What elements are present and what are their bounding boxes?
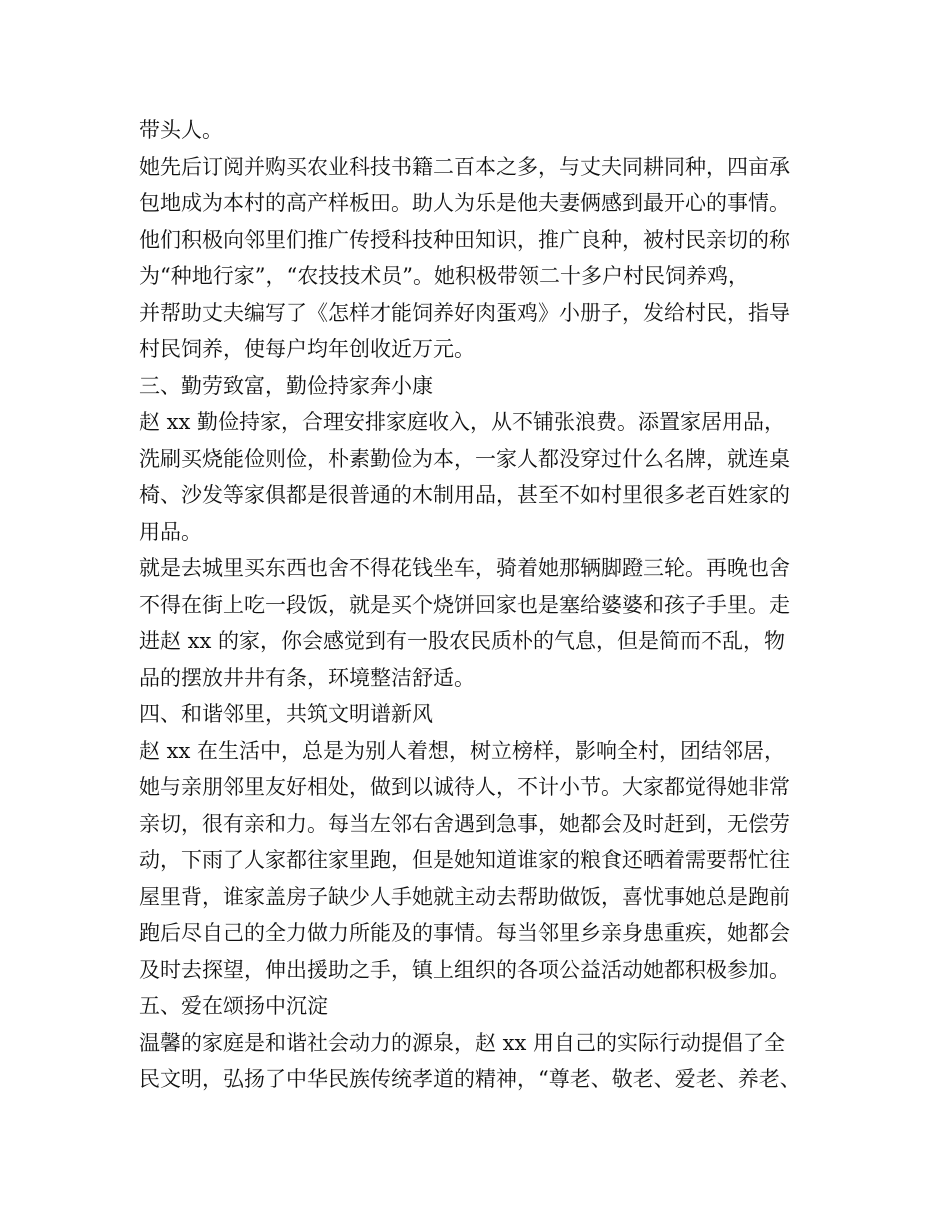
text-line: 并帮助丈夫编写了《怎样才能饲养好肉蛋鸡》小册子，发给村民，指导 — [139, 300, 790, 325]
text-line: 带头人。 — [139, 118, 223, 142]
text-line: 赵 xx 在生活中，总是为别人着想，树立榜样，影响全村，团结邻居， — [139, 738, 786, 763]
text-line: 就是去城里买东西也舍不得花钱坐车，骑着她那辆脚蹬三轮。再晚也舍 — [139, 556, 790, 580]
document-body — [139, 112, 819, 1098]
text-line: 村民饲养，使每户均年创收近万元。 — [139, 337, 475, 361]
text-line: 动，下雨了人家都往家里跑，但是她知道谁家的粮食还晒着需要帮忙往 — [139, 848, 790, 872]
text-line: 亲切，很有亲和力。每当左邻右舍遇到急事，她都会及时赶到，无偿劳 — [139, 811, 790, 836]
text-line: 椅、沙发等家俱都是很普通的木制用品，甚至不如村里很多老百姓家的 — [139, 483, 790, 507]
text-line: 为“种地行家”，“农技技术员”。她积极带领二十多户村民饲养鸡， — [139, 264, 749, 288]
text-line: 包地成为本村的高产样板田。助人为乐是他夫妻俩感到最开心的事情。 — [139, 191, 790, 215]
text-line: 不得在街上吃一段饭，就是买个烧饼回家也是塞给婆婆和孩子手里。走 — [139, 592, 790, 617]
text-line: 洗刷买烧能俭则俭，朴素勤俭为本，一家人都没穿过什么名牌，就连桌 — [139, 446, 790, 471]
text-line: 她先后订阅并购买农业科技书籍二百本之多，与丈夫同耕同种，四亩承 — [139, 154, 790, 179]
text-line: 屋里背，谁家盖房子缺少人手她就主动去帮助做饭，喜忧事她总是跑前 — [139, 884, 790, 909]
text-line: 赵 xx 勤俭持家，合理安排家庭收入，从不铺张浪费。添置家居用品， — [139, 410, 786, 434]
text-line: 民文明，弘扬了中华民族传统孝道的精神，“尊老、敬老、爱老、养老、 — [139, 1067, 801, 1091]
text-line: 品的摆放井井有条，环境整洁舒适。 — [139, 665, 475, 690]
section-heading: 四、和谐邻里，共筑文明谱新风 — [139, 702, 433, 726]
section-heading: 五、爱在颂扬中沉淀 — [139, 994, 328, 1018]
text-line: 跑后尽自己的全力做力所能及的事情。每当邻里乡亲身患重疾，她都会 — [139, 921, 790, 945]
text-line: 她与亲朋邻里友好相处，做到以诚待人，不计小节。大家都觉得她非常 — [139, 775, 790, 799]
text-line: 他们积极向邻里们推广传授科技种田知识，推广良种，被村民亲切的称 — [139, 227, 790, 252]
text-line: 进赵 xx 的家，你会感觉到有一股农民质朴的气息，但是简而不乱，物 — [139, 629, 786, 653]
text-line: 用品。 — [139, 519, 202, 544]
section-heading: 三、勤劳致富，勤俭持家奔小康 — [139, 373, 433, 398]
text-line: 及时去探望，伸出援助之手，镇上组织的各项公益活动她都积极参加。 — [139, 957, 790, 982]
text-line: 温馨的家庭是和谐社会动力的源泉，赵 xx 用自己的实际行动提倡了全 — [139, 1030, 786, 1055]
